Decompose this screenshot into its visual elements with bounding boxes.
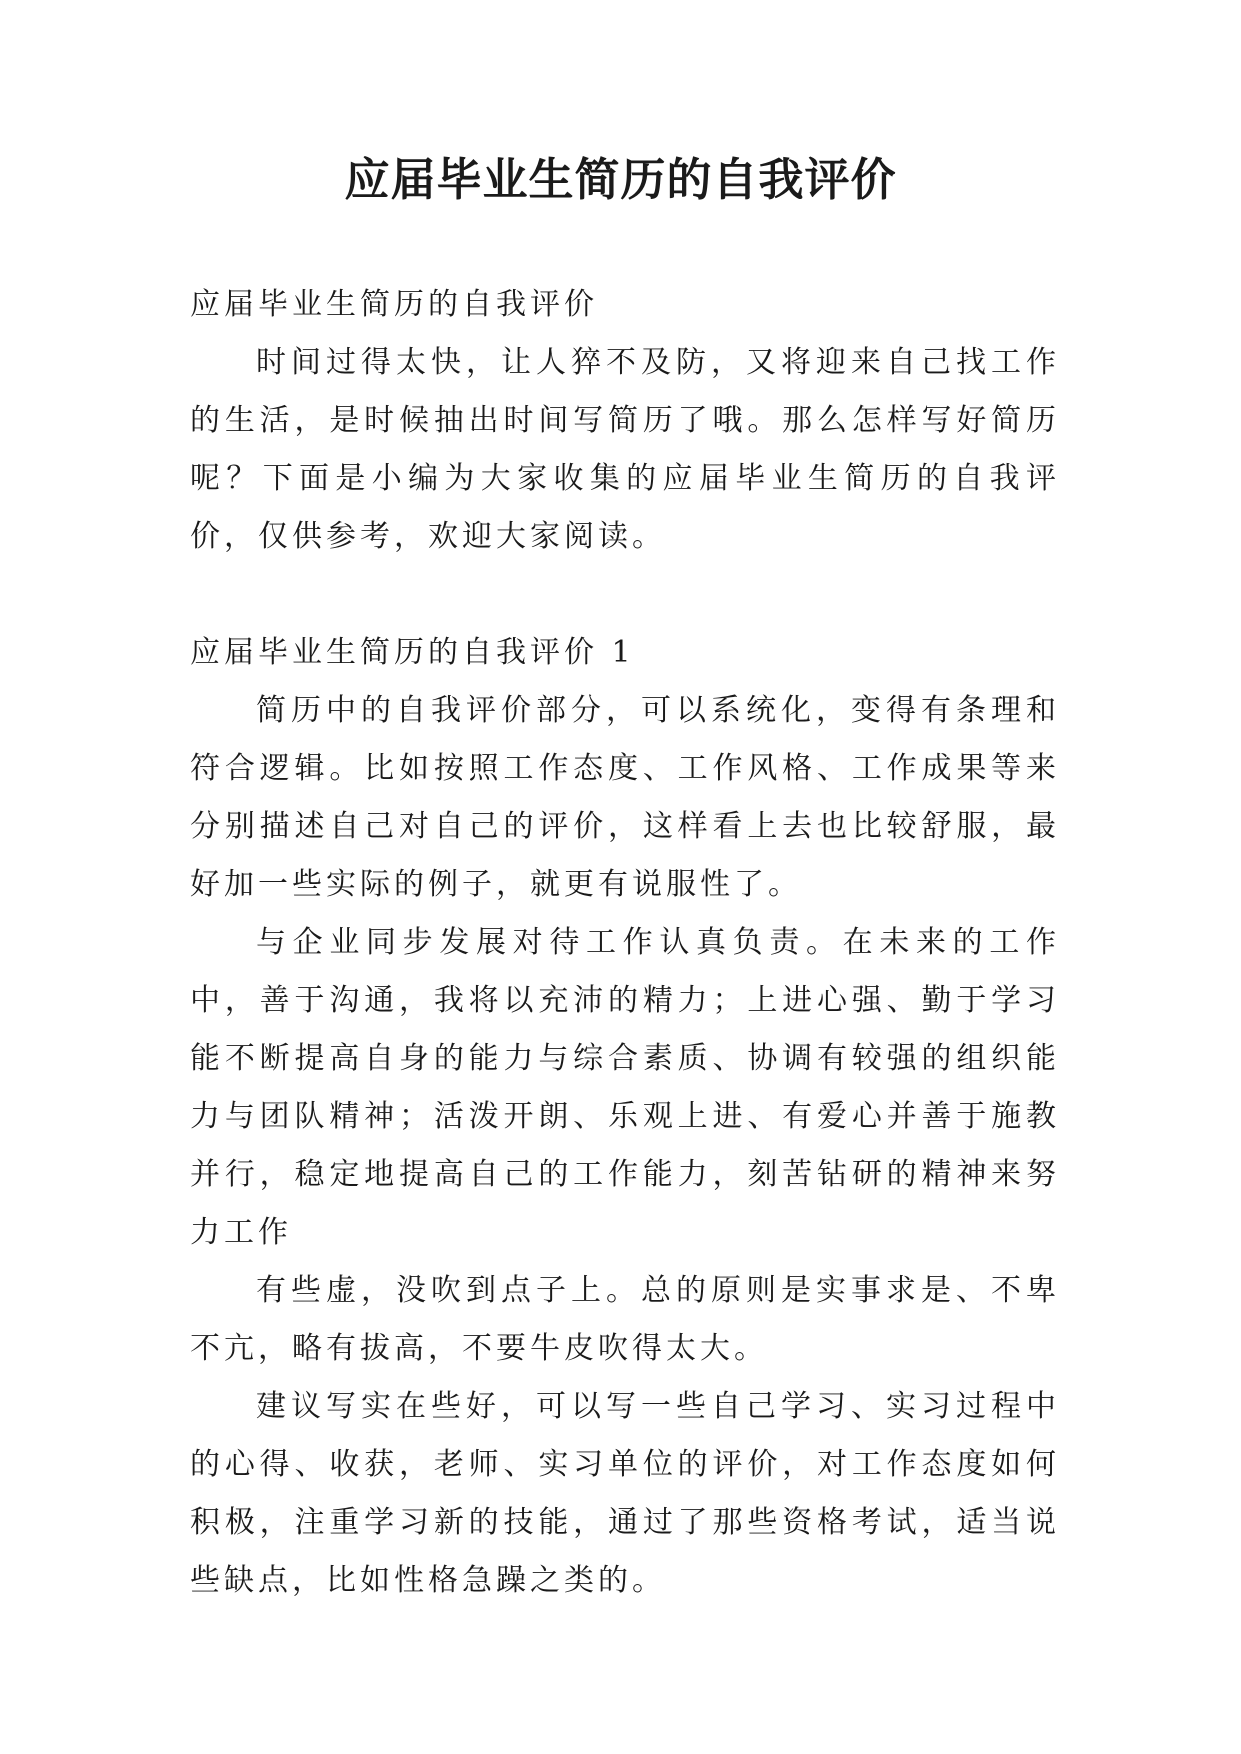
section-paragraph: 简历中的自我评价部分，可以系统化，变得有条理和符合逻辑。比如按照工作态度、工作风格、工作成果等来分别描述自己对自己的评价，这样看上去也比较舒服，最好加一些实际的例子，就更有说服性了。: [190, 693, 1060, 902]
document-body: [190, 276, 1060, 1610]
intro-paragraph: 时间过得太快，让人猝不及防，又将迎来自己找工作的生活，是时候抽出时间写简历了哦。那么怎样写好简历呢？下面是小编为大家收集的应届毕业生简历的自我评价，仅供参考，欢迎大家阅读。: [190, 345, 1060, 554]
intro-heading: 应届毕业生简历的自我评价: [190, 287, 598, 322]
paragraph-spacer: [190, 566, 1060, 624]
section-paragraph: 与企业同步发展对待工作认真负责。在未来的工作中，善于沟通，我将以充沛的精力；上进心强、勤于学习能不断提高自身的能力与综合素质、协调有较强的组织能力与团队精神；活泼开朗、乐观上进、有爱心并善于施教并行，稳定地提高自己的工作能力，刻苦钻研的精神来努力工作: [190, 925, 1060, 1250]
page-title: 应届毕业生简历的自我评价: [344, 153, 897, 206]
section-heading: 应届毕业生简历的自我评价 1: [190, 635, 635, 670]
section-paragraph: 有些虚，没吹到点子上。总的原则是实事求是、不卑不亢，略有拔高，不要牛皮吹得太大。: [190, 1273, 1060, 1366]
section-paragraph: 建议写实在些好，可以写一些自己学习、实习过程中的心得、收获，老师、实习单位的评价，对工作态度如何积极，注重学习新的技能，通过了那些资格考试，适当说些缺点，比如性格急躁之类的。: [190, 1389, 1060, 1598]
